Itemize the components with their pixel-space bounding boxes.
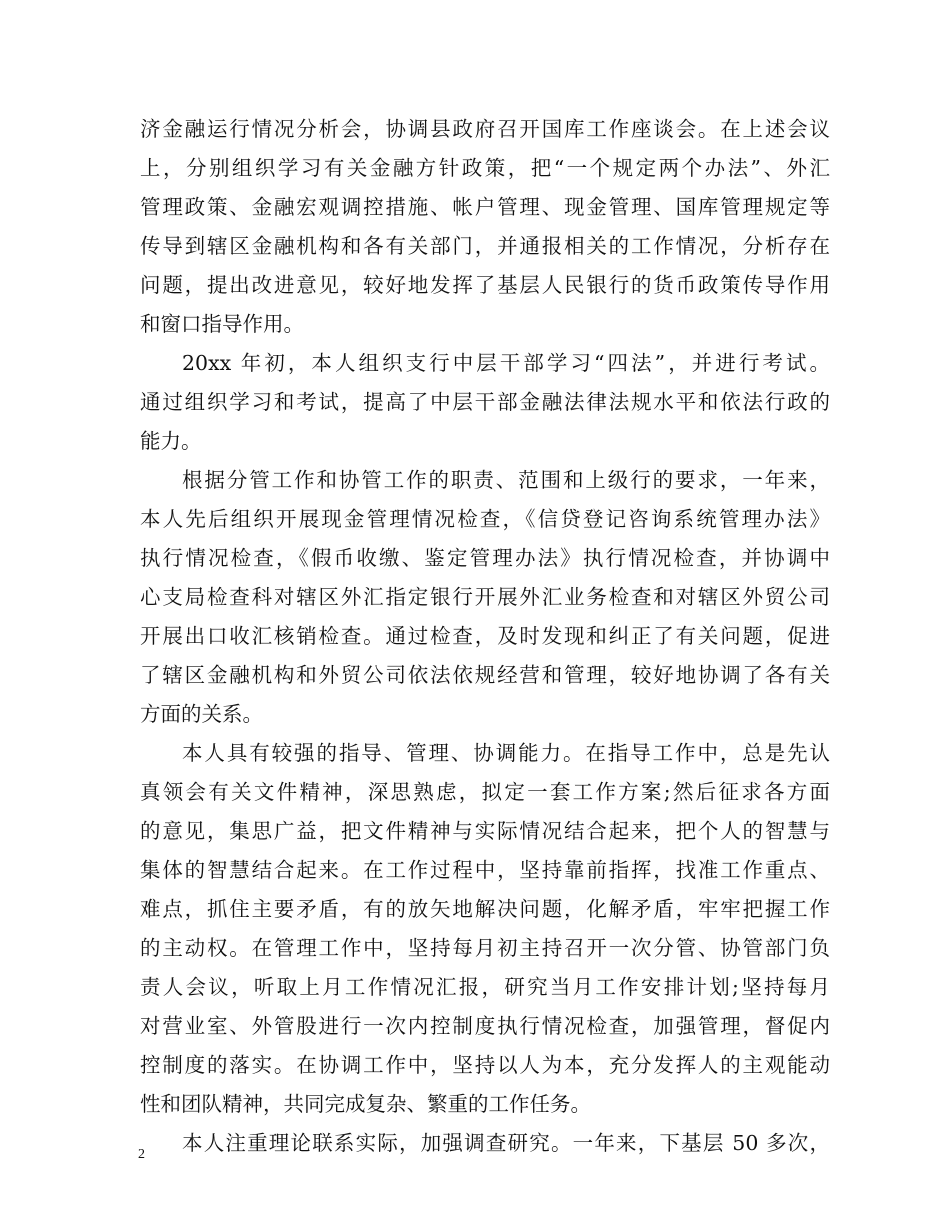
text-line: 集体的智慧结合起来。在工作过程中，坚持靠前指挥，找准工作重点、 — [140, 858, 830, 882]
text-line: 真领会有关文件精神，深思熟虑，拟定一套工作方案;然后征求各方面 — [140, 780, 830, 804]
text-line: 责人会议，听取上月工作情况汇报，研究当月工作安排计划;坚持每月 — [140, 975, 830, 999]
text-line: 性和团队精神，共同完成复杂、繁重的工作任务。 — [140, 1092, 591, 1116]
text-line: 对营业室、外管股进行一次内控制度执行情况检查，加强管理，督促内 — [140, 1014, 830, 1038]
text-line: 能力。 — [140, 429, 202, 453]
text-line: 20xx 年初，本人组织支行中层干部学习“四法”，并进行考试。 — [182, 351, 830, 375]
text-line: 的主动权。在管理工作中，坚持每月初主持召开一次分管、协管部门负 — [140, 936, 830, 960]
text-line: 难点，抓住主要矛盾，有的放矢地解决问题，化解矛盾，牢牢把握工作 — [140, 897, 830, 921]
text-line: 开展出口收汇核销检查。通过检查，及时发现和纠正了有关问题，促进 — [140, 624, 830, 648]
text-line: 方面的关系。 — [140, 702, 263, 726]
text-line: 执行情况检查，《假币收缴、鉴定管理办法》执行情况检查，并协调中 — [140, 546, 830, 570]
text-line: 了辖区金融机构和外贸公司依法依规经营和管理，较好地协调了各有关 — [140, 663, 830, 687]
text-line: 心支局检查科对辖区外汇指定银行开展外汇业务检查和对辖区外贸公司 — [140, 585, 830, 609]
text-line: 本人先后组织开展现金管理情况检查，《信贷登记咨询系统管理办法》 — [140, 507, 830, 531]
text-line: 的意见，集思广益，把文件精神与实际情况结合起来，把个人的智慧与 — [140, 819, 830, 843]
text-line: 问题，提出改进意见，较好地发挥了基层人民银行的货币政策传导作用 — [140, 273, 830, 297]
text-line: 根据分管工作和协管工作的职责、范围和上级行的要求，一年来， — [182, 468, 830, 492]
page-number: 2 — [138, 1147, 145, 1162]
text-line: 和窗口指导作用。 — [140, 312, 304, 336]
text-line: 通过组织学习和考试，提高了中层干部金融法律法规水平和依法行政的 — [140, 390, 830, 414]
text-line: 本人具有较强的指导、管理、协调能力。在指导工作中，总是先认 — [182, 741, 830, 765]
text-line: 上，分别组织学习有关金融方针政策，把“一个规定两个办法”、外汇 — [140, 156, 830, 180]
text-line: 传导到辖区金融机构和各有关部门，并通报相关的工作情况，分析存在 — [140, 234, 830, 258]
text-line: 控制度的落实。在协调工作中，坚持以人为本，充分发挥人的主观能动 — [140, 1053, 830, 1077]
text-line: 管理政策、金融宏观调控措施、帐户管理、现金管理、国库管理规定等 — [140, 195, 830, 219]
text-line: 本人注重理论联系实际，加强调查研究。一年来，下基层 50 多次， — [182, 1131, 830, 1155]
text-line: 济金融运行情况分析会，协调县政府召开国库工作座谈会。在上述会议 — [140, 117, 830, 141]
